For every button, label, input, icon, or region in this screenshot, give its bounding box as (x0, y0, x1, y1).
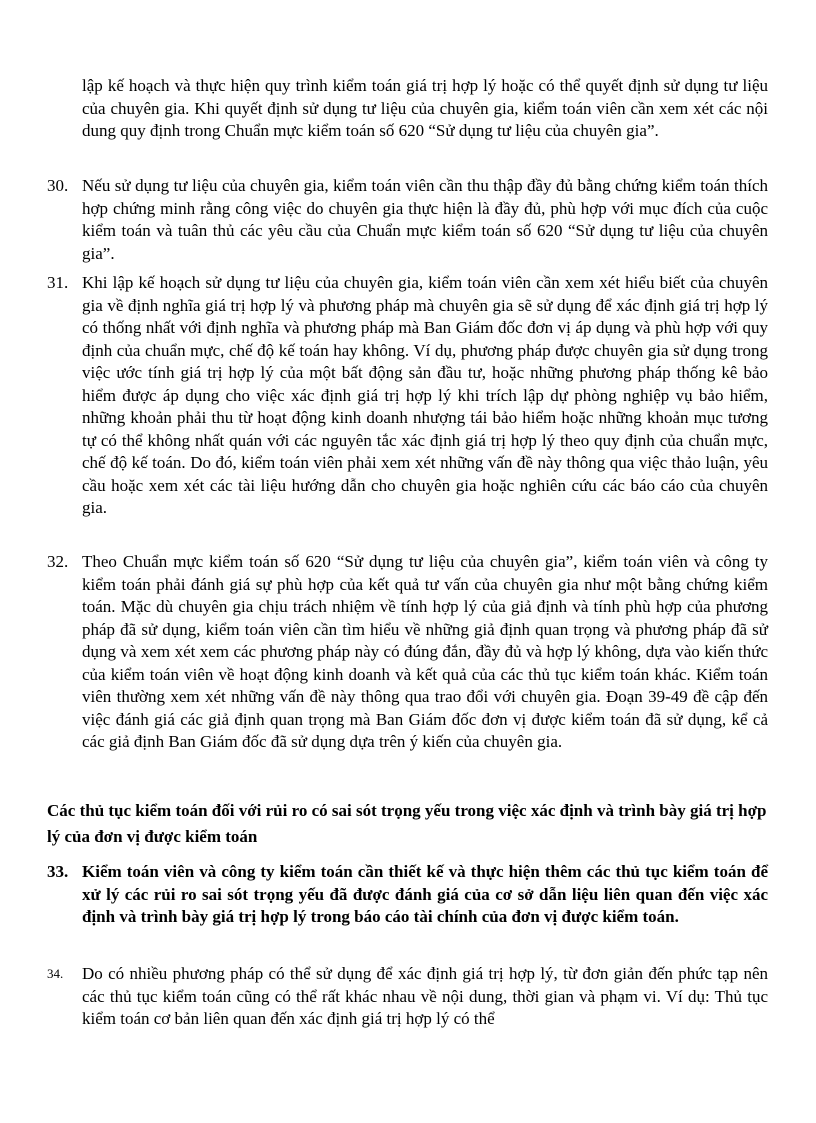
section-heading: Các thủ tục kiểm toán đối với rủi ro có sai sót trọng yếu trong việc xác định và trình bày giá trị hợp lý của đơn vị được kiểm toán (47, 801, 767, 846)
paragraph-number: 34. (47, 966, 64, 981)
paragraph-34 (47, 963, 768, 1031)
paragraph-32 (47, 551, 768, 754)
paragraph-29-continuation (82, 75, 768, 143)
paragraph-text: Theo Chuẩn mực kiểm toán số 620 “Sử dụng tư liệu của chuyên gia”, kiểm toán viên và công ty kiểm toán phải đánh giá sự phù hợp của kết quả tư vấn của chuyên gia như một bằng chứng kiểm toán. Mặc dù chuyên gia chịu trách nhiệm về tính hợp lý của giả định và tính phù hợp của phương pháp đã sử dụng, kiểm toán viên cần tìm hiểu về những giả định quan trọng và phương pháp đã sử dụng và xem xét xem các phương pháp này có đúng đắn, đầy đủ và hợp lý không, dựa vào kiến thức của kiểm toán viên về hoạt động kinh doanh và kết quả của các thủ tục kiểm toán khác. Kiểm toán viên thường xem xét những vấn đề này thông qua trao đổi với chuyên gia. Đoạn 39-49 đề cập đến việc đánh giá các giả định quan trọng mà Ban Giám đốc đơn vị được kiểm toán đã sử dụng, kể cả các giả định Ban Giám đốc đã sử dụng dựa trên ý kiến của chuyên gia. (82, 552, 768, 751)
paragraph-number: 33. (47, 862, 69, 881)
paragraph-30 (47, 175, 768, 265)
paragraph-text: Khi lập kế hoạch sử dụng tư liệu của chuyên gia, kiểm toán viên cần xem xét hiểu biết của chuyên gia về định nghĩa giá trị hợp lý và phương pháp mà chuyên gia sẽ sử dụng để xác định giá trị hợp lý có thống nhất với định nghĩa và phương pháp mà Ban Giám đốc đơn vị áp dụng và phù hợp với quy định của chuẩn mực, chế độ kế toán hay không. Ví dụ, phương pháp được chuyên gia sử dụng trong việc ước tính giá trị hợp lý của một bất động sản đầu tư, hoặc những phương pháp thống kê bảo hiểm được áp dụng cho việc xác định giá trị hợp lý khi trích lập dự phòng nghiệp vụ bảo hiểm, những khoản phải thu từ hoạt động kinh doanh nhượng tái bảo hiểm hoặc những khoản mục tương tự có thể không nhất quán với các nguyên tắc xác định giá trị hợp lý theo quy định của chuẩn mực, chế độ kế toán. Do đó, kiểm toán viên phải xem xét những vấn đề này thông qua việc thảo luận, yêu cầu hoặc xem xét các tài liệu hướng dẫn cho chuyên gia hoặc nghiên cứu các báo cáo của chuyên gia. (82, 273, 768, 517)
paragraph-number: 32. (47, 552, 69, 571)
paragraph-text: Kiểm toán viên và công ty kiểm toán cần thiết kế và thực hiện thêm các thủ tục kiểm toán để xử lý các rủi ro sai sót trọng yếu đã được đánh giá của cơ sở dẫn liệu liên quan đến việc xác định và trình bày giá trị hợp lý trong báo cáo tài chính của đơn vị được kiểm toán. (82, 862, 768, 926)
paragraph-number: 30. (47, 176, 69, 195)
paragraph-number: 31. (47, 273, 69, 292)
paragraph-33 (47, 861, 768, 929)
paragraph-text: Do có nhiều phương pháp có thể sử dụng để xác định giá trị hợp lý, từ đơn giản đến phức tạp nên các thủ tục kiểm toán cũng có thể rất khác nhau về nội dung, thời gian và phạm vi. Ví dụ: Thủ tục kiểm toán cơ bản liên quan đến xác định giá trị hợp lý có thể (82, 964, 768, 1028)
paragraph-text: lập kế hoạch và thực hiện quy trình kiểm toán giá trị hợp lý hoặc có thể quyết định sử dụng tư liệu của chuyên gia. Khi quyết định sử dụng tư liệu của chuyên gia, kiểm toán viên cần xem xét các nội dung quy định trong Chuẩn mực kiểm toán số 620 “Sử dụng tư liệu của chuyên gia”. (82, 76, 768, 140)
paragraph-31 (47, 272, 768, 520)
paragraph-text: Nếu sử dụng tư liệu của chuyên gia, kiểm toán viên cần thu thập đầy đủ bằng chứng kiểm toán thích hợp chứng minh rằng công việc do chuyên gia thực hiện là đầy đủ, phù hợp với mục đích của cuộc kiểm toán và tuân thủ các yêu cầu của Chuẩn mực kiểm toán số 620 “Sử dụng tư liệu của chuyên gia”. (82, 176, 768, 263)
